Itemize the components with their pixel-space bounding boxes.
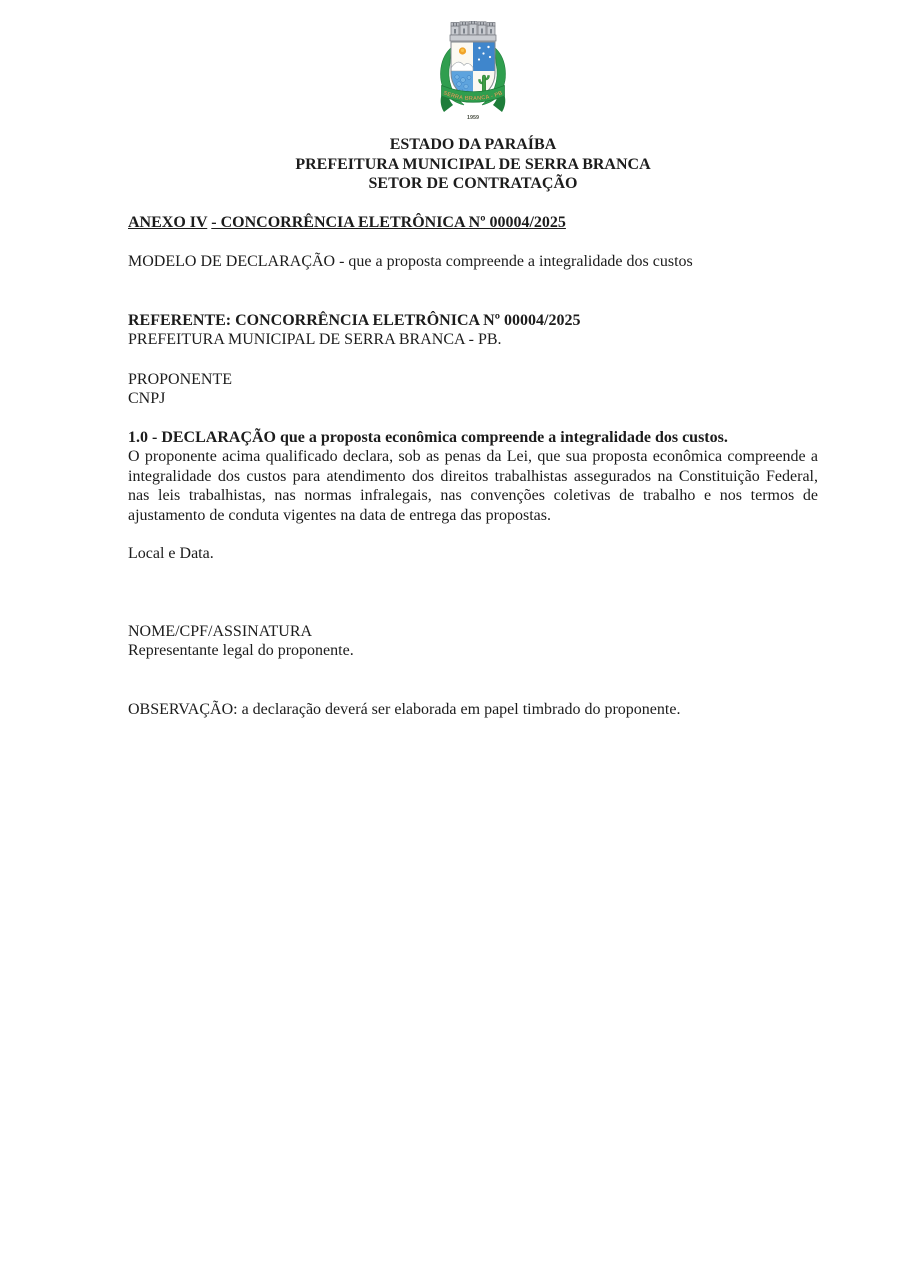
letterhead-state: ESTADO DA PARAÍBA — [389, 136, 557, 153]
coat-of-arms — [128, 0, 818, 121]
reference-title: REFERENTE: CONCORRÊNCIA ELETRÔNICA Nº 00004/2025 — [128, 311, 581, 329]
place-date-line: Local e Data. — [128, 545, 214, 562]
letterhead-department: SETOR DE CONTRATAÇÃO — [368, 175, 578, 192]
declaration-section — [128, 428, 818, 526]
coat-of-arms-icon — [434, 21, 512, 121]
reference-block — [128, 311, 818, 350]
declaration-heading: 1.0 - DECLARAÇÃO que a proposta econômica compreende a integralidade dos custos. — [128, 428, 728, 446]
cnpj-label: CNPJ — [128, 390, 166, 407]
mural-crown — [450, 21, 496, 41]
signature-block — [128, 622, 818, 661]
proponent-block — [128, 370, 818, 409]
letterhead — [128, 135, 818, 194]
declaration-body: O proponente acima qualificado declara, sob as penas da Lei, que sua proposta econômica compreende a integralidade dos custos para atendimento dos direitos trabalhistas assegurados na Constituição Federal, nas leis trabalhistas, nas normas infralegais, nas convenções coletivas de trabalho e nos termos de ajustamento de conduta vigentes na data de entrega das propostas. — [128, 448, 818, 524]
annex-number: ANEXO IV — [128, 213, 208, 231]
signature-line: NOME/CPF/ASSINATURA — [128, 622, 313, 640]
signature-role: Representante legal do proponente. — [128, 642, 354, 659]
founding-year: 1959 — [467, 115, 479, 121]
annex-title — [128, 213, 818, 233]
model-declaration-line: MODELO DE DECLARAÇÃO - que a proposta compreende a integralidade dos custos — [128, 253, 693, 270]
reference-entity: PREFEITURA MUNICIPAL DE SERRA BRANCA - PB. — [128, 331, 502, 348]
annex-subject: - CONCORRÊNCIA ELETRÔNICA Nº 00004/2025 — [211, 213, 566, 231]
proponent-label: PROPONENTE — [128, 370, 233, 388]
banner-text: SERRA BRANCA - PB — [442, 90, 504, 103]
letterhead-municipality: PREFEITURA MUNICIPAL DE SERRA BRANCA — [295, 155, 651, 173]
observation-line: OBSERVAÇÃO: a declaração deverá ser elaborada em papel timbrado do proponente. — [128, 700, 681, 718]
